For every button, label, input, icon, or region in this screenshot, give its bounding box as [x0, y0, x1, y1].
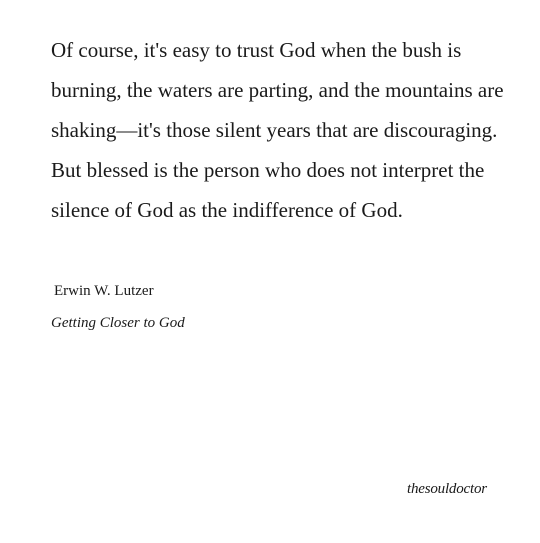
watermark-signature: thesouldoctor — [407, 481, 487, 497]
quote-text: Of course, it's easy to trust God when the bush is burning, the waters are parting, and the mountains are shaking—it's those silent years that are discouraging. But blessed is the person who does not interpret the silence of God as the indifference of God. — [51, 38, 504, 222]
quote-author: Erwin W. Lutzer — [54, 283, 154, 299]
book-title: Getting Closer to God — [51, 315, 185, 331]
